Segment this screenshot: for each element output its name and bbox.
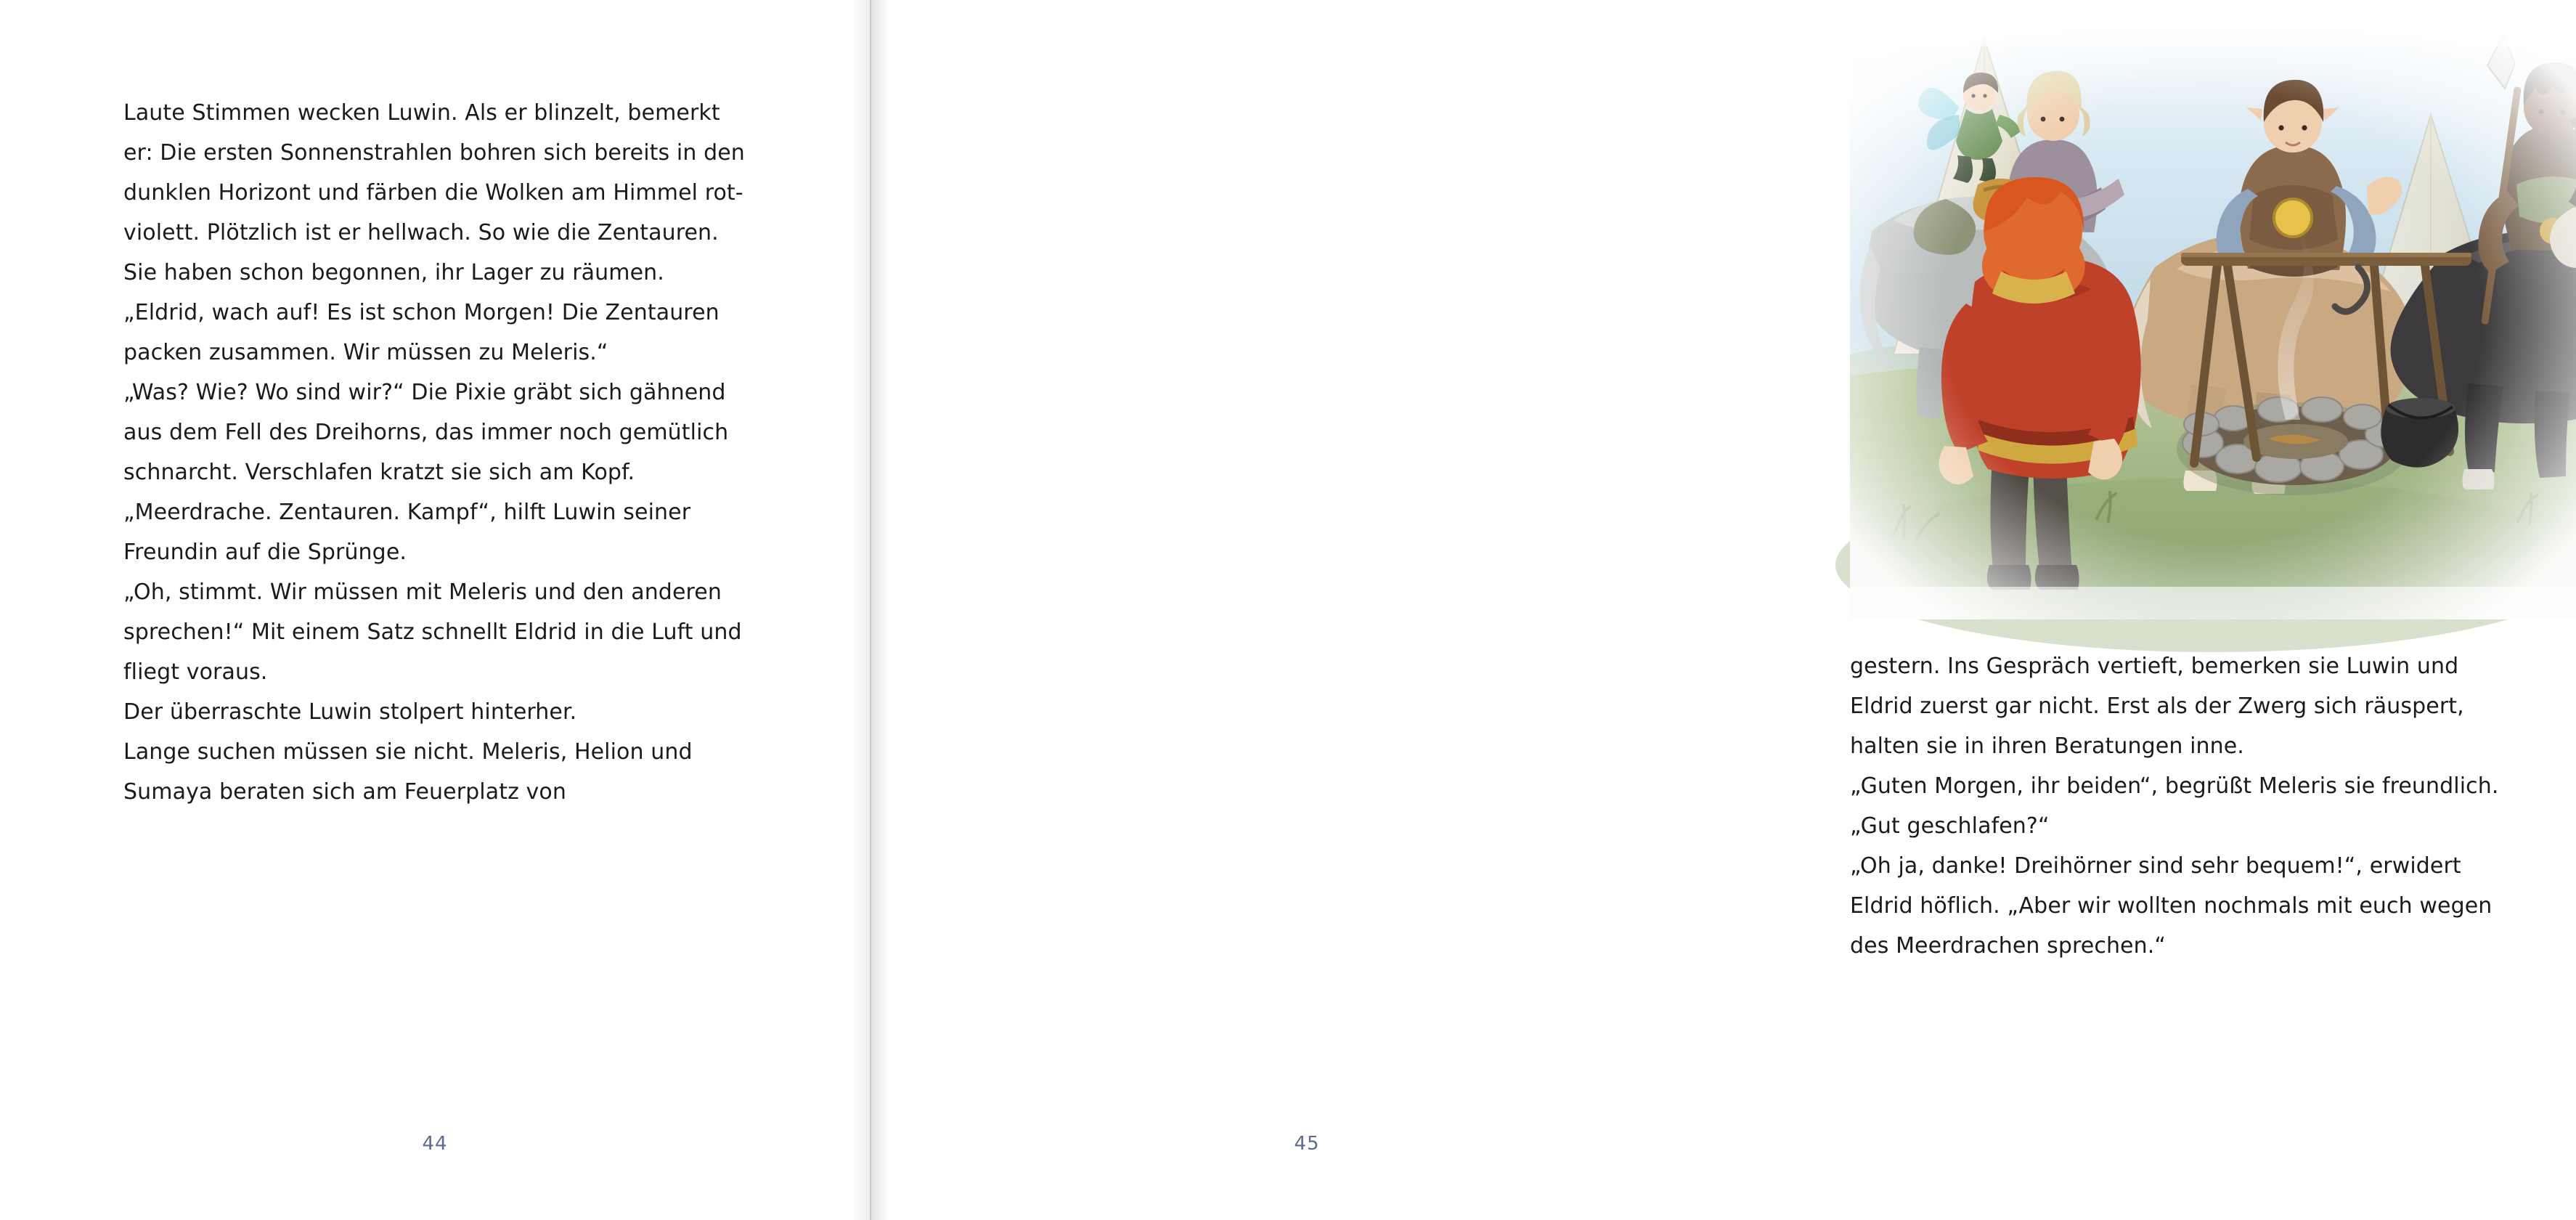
paragraph: „Was? Wie? Wo sind wir?“ Die Pixie gräbt sich gähnend aus dem Fell des Dreihorns, das immer noch gemütlich schnarcht. Verschlafen kratzt sie sich am Kopf. xyxy=(123,380,729,485)
paragraph: Lange suchen müssen sie nicht. Meleris, Helion und Sumaya beraten sich am Feuerplatz von xyxy=(123,739,693,805)
left-page-text-block xyxy=(123,93,755,812)
paragraph: „Oh, stimmt. Wir müssen mit Meleris und den anderen sprechen!“ Mit einem Satz schnellt Eldrid in die Luft und fliegt voraus. xyxy=(123,580,742,685)
paragraph: Laute Stimmen wecken Luwin. Als er blinzelt, bemerkt er: Die ersten Sonnenstrahlen bohren sich bereits in den dunklen Horizont und färben die Wolken am Himmel rot-violett. Plötzlich ist er hellwach. So wie die Zentauren. Sie haben schon begonnen, ihr Lager zu räumen. xyxy=(123,100,745,285)
paragraph: Der überraschte Luwin stolpert hinterher. xyxy=(123,699,577,725)
page-number: 44 xyxy=(422,1133,448,1155)
paragraph: gestern. Ins Gespräch vertieft, bemerken sie Luwin und Eldrid zuerst gar nicht. Erst als der Zwerg sich räuspert, halten sie in ihren Beratungen inne. xyxy=(1850,654,2464,759)
paragraph: „Eldrid, wach auf! Es ist schon Morgen! Die Zentauren packen zusammen. Wir müssen zu Meleris.“ xyxy=(123,300,720,365)
centaur-camp-illustration xyxy=(1850,13,2576,619)
left-page xyxy=(0,0,871,1220)
paragraph: „Meerdrache. Zentauren. Kampf“, hilft Luwin seiner Freundin auf die Sprünge. xyxy=(123,500,691,565)
paragraph: „Guten Morgen, ihr beiden“, begrüßt Meleris sie freundlich. „Gut geschlafen?“ xyxy=(1850,773,2499,839)
paragraph: „Oh ja, danke! Dreihörner sind sehr bequem!“, erwidert Eldrid höflich. „Aber wir wollten nochmals mit euch wegen des Meerdrachen sprechen.“ xyxy=(1850,853,2493,959)
page-number: 45 xyxy=(1294,1133,1320,1155)
right-page-text-block xyxy=(1850,646,2503,966)
right-page xyxy=(871,0,2499,1220)
